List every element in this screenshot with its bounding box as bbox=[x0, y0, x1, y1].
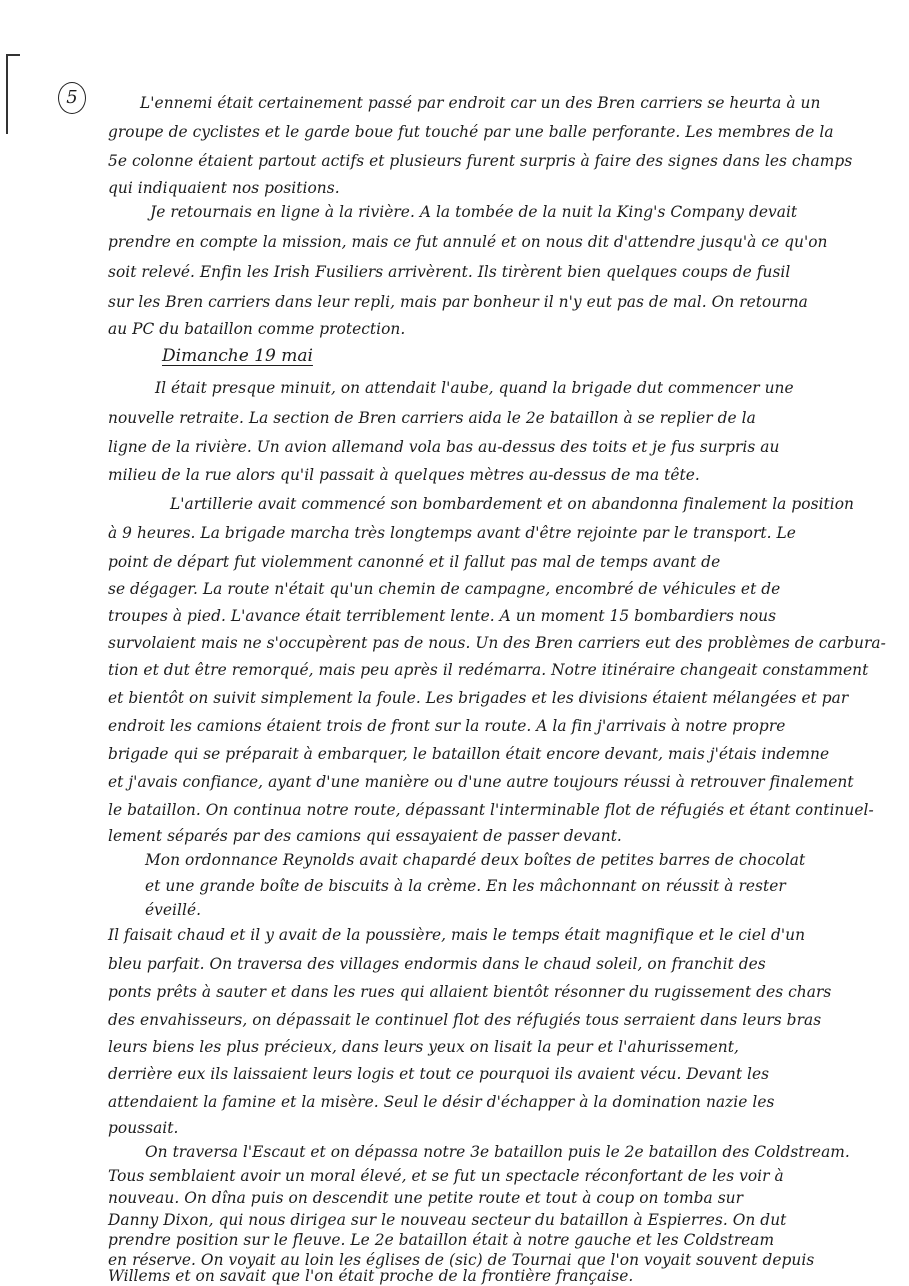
text-line-25: le bataillon. On continua notre route, dépassant l'interminable flot de réfugiés et étant continuel- bbox=[108, 801, 874, 819]
text-line-21: et bientôt on suivit simplement la foule. Les brigades et les divisions étaient mélangées et par bbox=[108, 689, 849, 707]
text-line-41: Danny Dixon, qui nous dirigea sur le nouveau secteur du bataillon à Espierres. On dut bbox=[108, 1211, 787, 1229]
text-line-26: lement séparés par des camions qui essayaient de passer devant. bbox=[108, 827, 622, 845]
page-edge-mark-top bbox=[6, 54, 20, 56]
text-line-43: en réserve. On voyait au loin les églises de (sic) de Tournai que l'on voyait souvent depuis bbox=[108, 1251, 815, 1269]
text-line-3: 5e colonne étaient partout actifs et plusieurs furent surpris à faire des signes dans les champs bbox=[108, 152, 853, 170]
text-line-27: Mon ordonnance Reynolds avait chapardé deux boîtes de petites barres de chocolat bbox=[145, 851, 806, 869]
text-line-20: tion et dut être remorqué, mais peu après il redémarra. Notre itinéraire changeait constamment bbox=[108, 661, 869, 679]
text-line-18: troupes à pied. L'avance était terriblement lente. A un moment 15 bombardiers nous bbox=[108, 607, 777, 625]
text-line-44: Willems et on savait que l'on était proche de la frontière française. bbox=[108, 1267, 634, 1285]
text-line-37: poussait. bbox=[108, 1119, 179, 1137]
text-line-13: milieu de la rue alors qu'il passait à quelques mètres au-dessus de ma tête. bbox=[108, 466, 700, 484]
text-line-36: attendaient la famine et la misère. Seul le désir d'échapper à la domination nazie les bbox=[108, 1093, 775, 1111]
text-line-17: se dégager. La route n'était qu'un chemin de campagne, encombré de véhicules et de bbox=[108, 580, 781, 598]
text-line-12: ligne de la rivière. Un avion allemand vola bas au-dessus des toits et je fus surpris au bbox=[108, 438, 780, 456]
page-edge-mark bbox=[6, 54, 8, 134]
section-heading: Dimanche 19 mai bbox=[162, 346, 313, 366]
text-line-39: Tous semblaient avoir un moral élevé, et se fut un spectacle réconfortant de les voir à bbox=[108, 1167, 784, 1185]
text-line-38: On traversa l'Escaut et on dépassa notre 3e bataillon puis le 2e bataillon des Coldstream. bbox=[145, 1143, 850, 1161]
text-line-32: ponts prêts à sauter et dans les rues qui allaient bientôt résonner du rugissement des chars bbox=[108, 983, 832, 1001]
text-line-16: point de départ fut violemment canonné et il fallut pas mal de temps avant de bbox=[108, 553, 721, 571]
text-line-6: prendre en compte la mission, mais ce fut annulé et on nous dit d'attendre jusqu'à ce qu'on bbox=[108, 233, 828, 251]
text-line-42: prendre position sur le fleuve. Le 2e bataillon était à notre gauche et les Coldstream bbox=[108, 1231, 775, 1249]
text-line-2: groupe de cyclistes et le garde boue fut touché par une balle perforante. Les membres de la bbox=[108, 123, 834, 141]
text-line-7: soit relevé. Enfin les Irish Fusiliers arrivèrent. Ils tirèrent bien quelques coups de fusil bbox=[108, 263, 791, 281]
text-line-31: bleu parfait. On traversa des villages endormis dans le chaud soleil, on franchit des bbox=[108, 955, 766, 973]
text-line-30: Il faisait chaud et il y avait de la poussière, mais le temps était magnifique et le ciel d'un bbox=[108, 926, 806, 944]
page-number: 5 bbox=[58, 82, 86, 114]
text-line-24: et j'avais confiance, ayant d'une manière ou d'une autre toujours réussi à retrouver finalement bbox=[108, 773, 854, 791]
text-line-29: éveillé. bbox=[145, 901, 202, 919]
text-line-33: des envahisseurs, on dépassait le continuel flot des réfugiés tous serraient dans leurs bras bbox=[108, 1011, 822, 1029]
text-line-14: L'artillerie avait commencé son bombardement et on abandonna finalement la position bbox=[170, 495, 854, 513]
text-line-28: et une grande boîte de biscuits à la crème. En les mâchonnant on réussit à rester bbox=[145, 877, 786, 895]
text-line-35: derrière eux ils laissaient leurs logis et tout ce pourquoi ils avaient vécu. Devant les bbox=[108, 1065, 770, 1083]
text-line-11: nouvelle retraite. La section de Bren carriers aida le 2e bataillon à se replier de la bbox=[108, 409, 756, 427]
text-line-4: qui indiquaient nos positions. bbox=[108, 179, 340, 197]
text-line-5: Je retournais en ligne à la rivière. A la tombée de la nuit la King's Company devait bbox=[150, 203, 798, 221]
text-line-19: survolaient mais ne s'occupèrent pas de nous. Un des Bren carriers eut des problèmes de carbura- bbox=[108, 634, 886, 652]
text-line-8: sur les Bren carriers dans leur repli, mais par bonheur il n'y eut pas de mal. On retourna bbox=[108, 293, 808, 311]
text-line-15: à 9 heures. La brigade marcha très longtemps avant d'être rejointe par le transport. Le bbox=[108, 524, 796, 542]
text-line-10: Il était presque minuit, on attendait l'aube, quand la brigade dut commencer une bbox=[155, 379, 794, 397]
text-line-23: brigade qui se préparait à embarquer, le bataillon était encore devant, mais j'étais indemne bbox=[108, 745, 830, 763]
text-line-40: nouveau. On dîna puis on descendit une petite route et tout à coup on tomba sur bbox=[108, 1189, 744, 1207]
text-line-9: au PC du bataillon comme protection. bbox=[108, 320, 406, 338]
text-line-34: leurs biens les plus précieux, dans leurs yeux on lisait la peur et l'ahurissement, bbox=[108, 1038, 739, 1056]
text-line-22: endroit les camions étaient trois de front sur la route. A la fin j'arrivais à notre propre bbox=[108, 717, 786, 735]
text-line-1: L'ennemi était certainement passé par endroit car un des Bren carriers se heurta à un bbox=[140, 94, 821, 112]
